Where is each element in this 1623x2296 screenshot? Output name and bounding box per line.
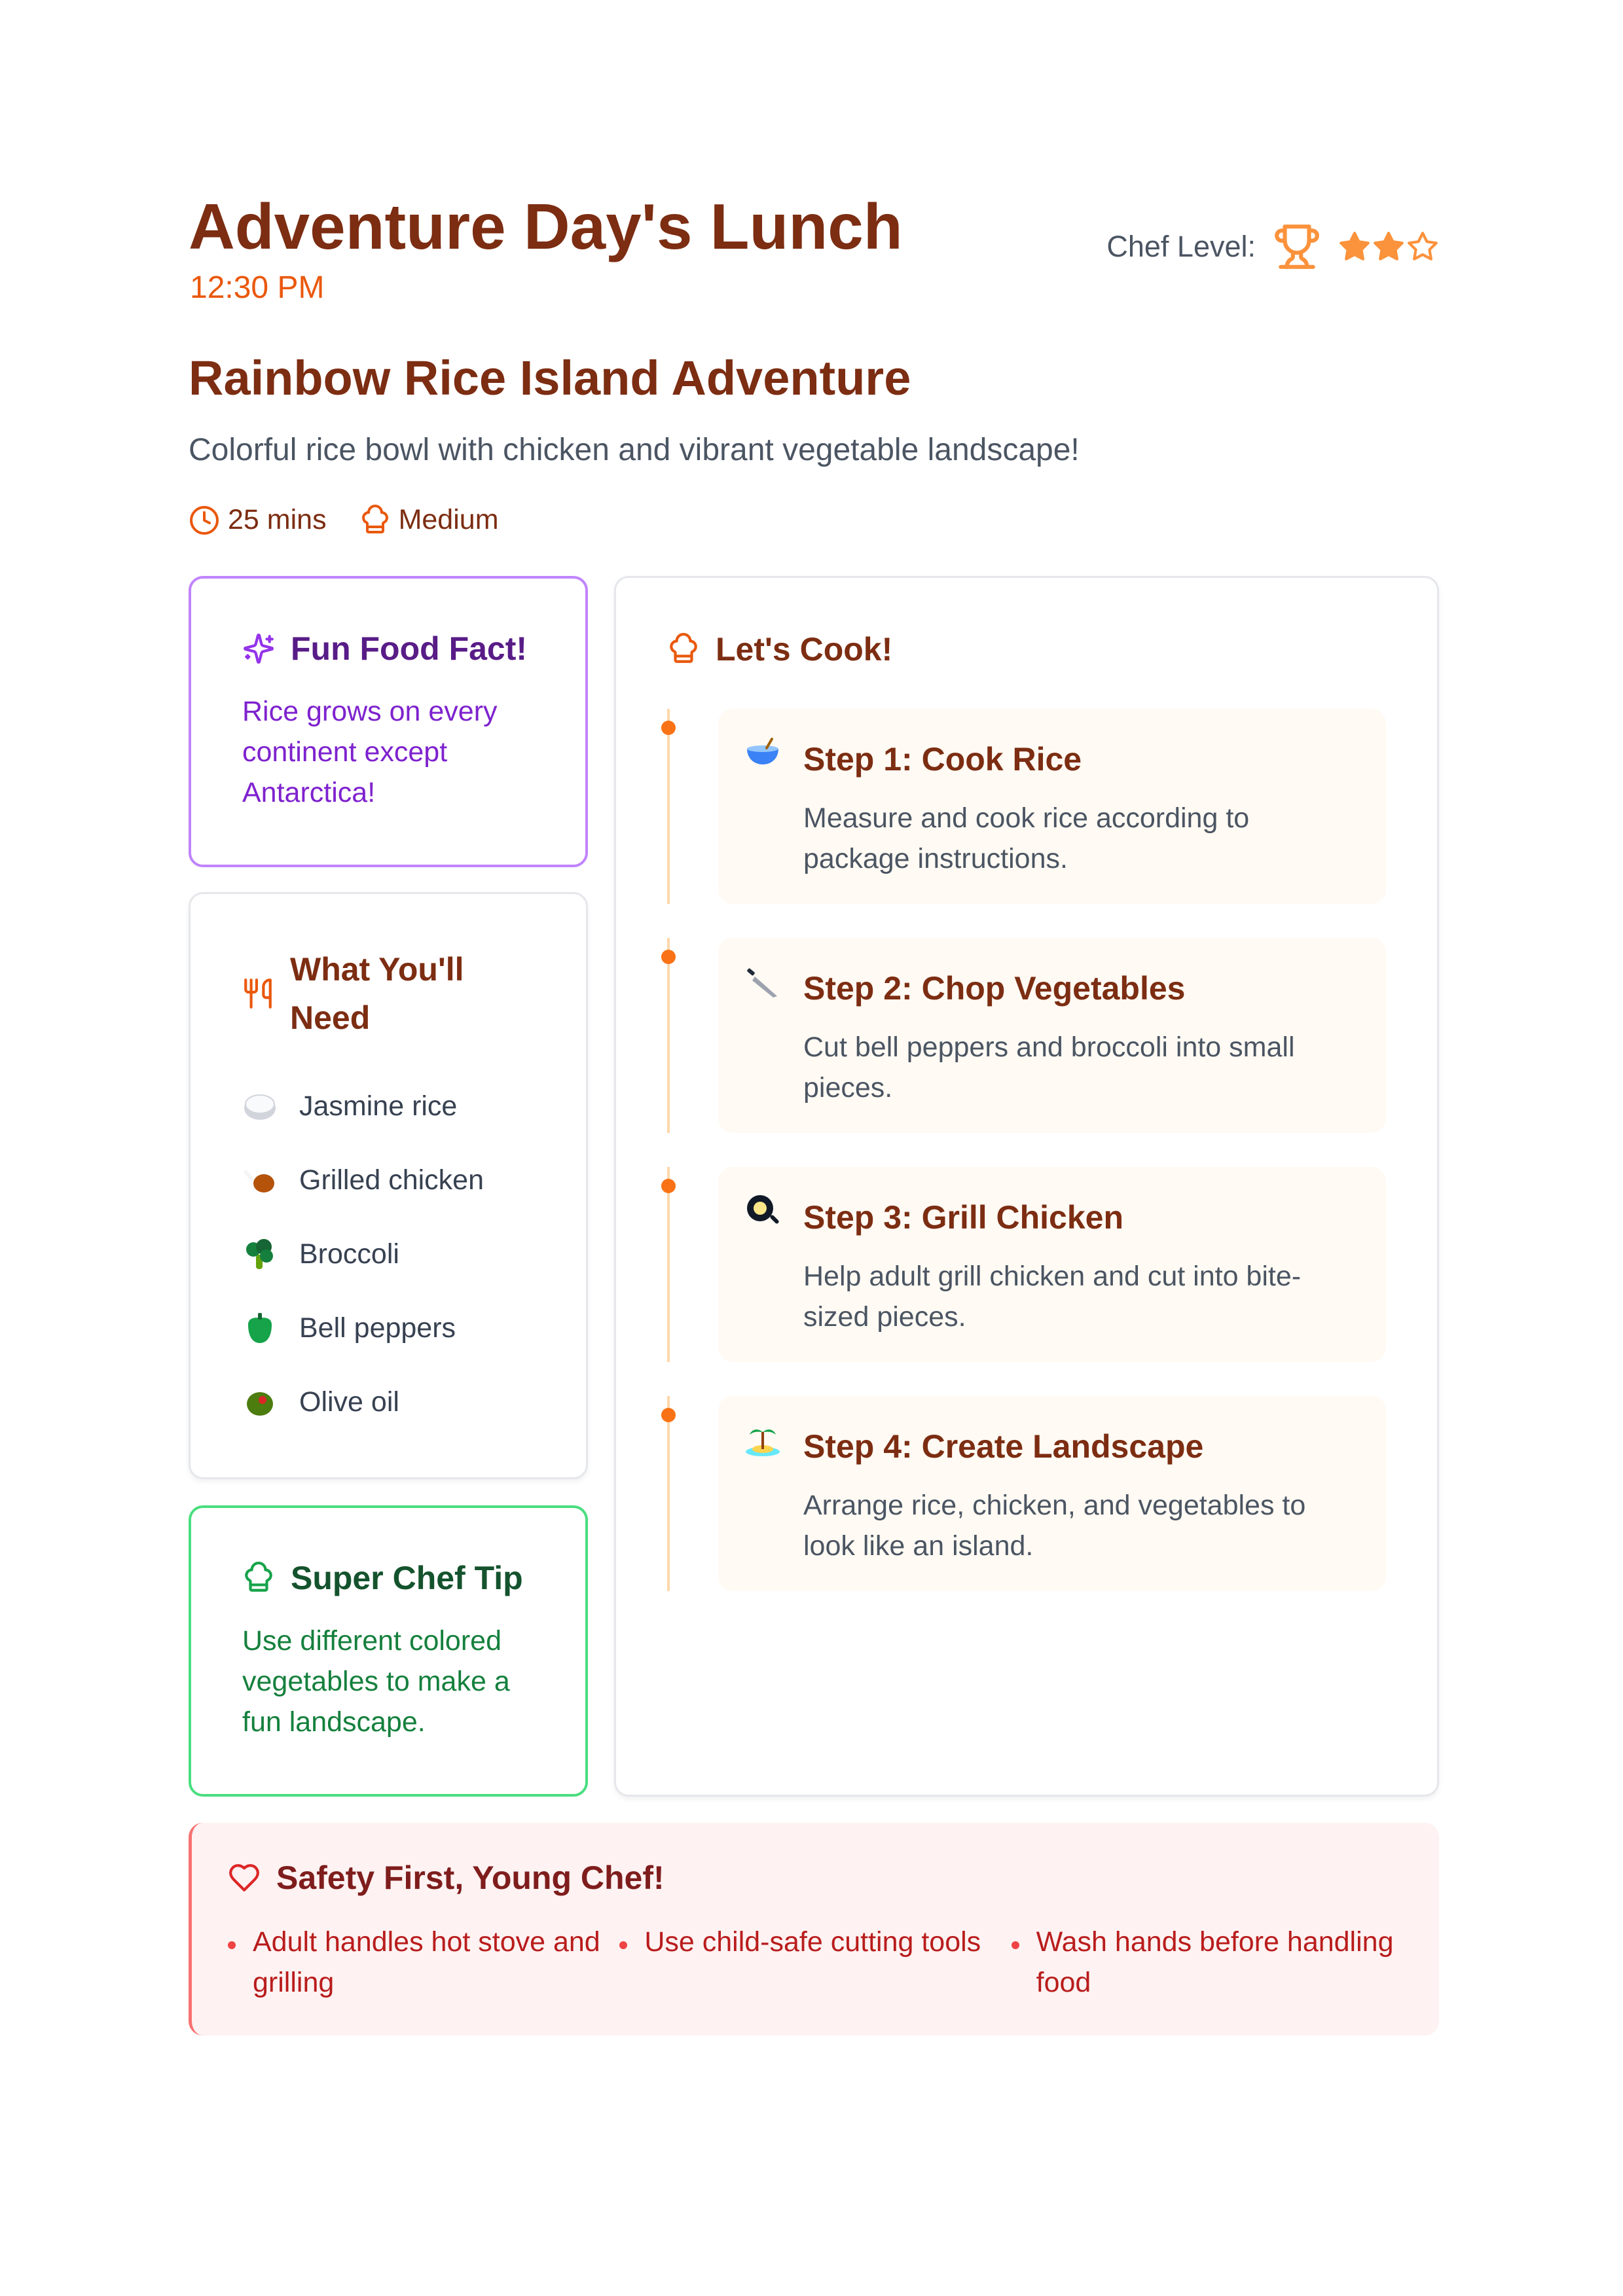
heart-icon (228, 1861, 261, 1894)
safety-header (228, 1859, 1403, 1897)
chef-tip-heading: Super Chef Tip (291, 1560, 523, 1596)
island-icon (744, 1422, 781, 1458)
step-item (667, 709, 1386, 904)
fun-fact-text: Rice grows on every continent except Antarctica! (242, 696, 498, 808)
page-title: Adventure Day's Lunch (189, 190, 903, 262)
step-item (667, 1167, 1386, 1362)
timeline-line (667, 709, 670, 904)
clock-icon (189, 505, 220, 536)
chicken-leg-icon (242, 1162, 278, 1199)
fun-fact-heading: Fun Food Fact! (291, 630, 528, 667)
difficulty (359, 504, 499, 536)
difficulty-value: Medium (398, 504, 499, 535)
list-item: Broccoli (242, 1217, 535, 1291)
step-text: Cut bell peppers and broccoli into small pieces. (803, 1031, 1295, 1103)
bullet (619, 1941, 627, 1949)
utensils-icon (242, 977, 274, 1010)
ingredients-heading: What You'll Need (290, 951, 464, 1036)
chef-hat-icon (667, 633, 700, 666)
ingredients-card (189, 892, 588, 1479)
bullet (1012, 1941, 1019, 1949)
list-item: Wash hands before handling food (1012, 1922, 1403, 2003)
recipe-title: Rainbow Rice Island Adventure (189, 351, 911, 405)
timeline-dot (661, 721, 676, 735)
list-item: Bell peppers (242, 1291, 535, 1365)
star-filled-icon (1338, 230, 1371, 263)
olive-icon (242, 1384, 278, 1421)
chef-hat-icon (242, 1562, 275, 1594)
star-filled-icon (1372, 230, 1405, 263)
step-box (718, 1167, 1386, 1362)
chef-tip-card (189, 1505, 588, 1797)
list-item: Adult handles hot stove and grilling (228, 1922, 619, 2003)
step-text: Arrange rice, chicken, and vegetables to look like an island. (803, 1490, 1306, 1562)
chef-tip-header (242, 1559, 534, 1597)
step-title: Step 3: Grill Chicken (803, 1199, 1124, 1236)
step-header (744, 969, 1360, 1007)
step-title: Step 2: Chop Vegetables (803, 970, 1186, 1007)
safety-list (228, 1922, 1403, 2003)
chef-level-label: Chef Level: (1106, 230, 1256, 263)
list-item: Jasmine rice (242, 1069, 535, 1143)
steps-heading: Let's Cook! (716, 631, 893, 668)
timeline-line (667, 938, 670, 1133)
step-box (718, 1396, 1386, 1591)
step-box (718, 709, 1386, 904)
fun-fact-card (189, 576, 588, 867)
recipe-description: Colorful rice bowl with chicken and vibrant vegetable landscape! (189, 433, 1080, 467)
step-text: Measure and cook rice according to package instructions. (803, 802, 1250, 874)
step-title: Step 4: Create Landscape (803, 1428, 1204, 1465)
trophy-icon (1273, 223, 1321, 271)
timeline-line (667, 1396, 670, 1591)
rice-bowl-icon (242, 1088, 278, 1125)
recipe-meta (189, 504, 499, 536)
step-text: Help adult grill chicken and cut into bite-sized pieces. (803, 1261, 1302, 1333)
star-rating (1338, 230, 1439, 263)
ingredient-list (242, 1069, 535, 1439)
steps-card (614, 576, 1439, 1797)
bowl-icon (744, 734, 781, 771)
timeline-dot (661, 1179, 676, 1193)
list-item: Use child-safe cutting tools (619, 1922, 1011, 2003)
chef-tip-text: Use different colored vegetables to make a fun landscape. (242, 1625, 510, 1738)
bullet (228, 1941, 236, 1949)
chef-hat-icon (359, 505, 391, 536)
duration (189, 504, 327, 536)
list-item: Olive oil (242, 1365, 535, 1439)
steps-header (667, 630, 1386, 668)
step-item (667, 938, 1386, 1133)
step-box (718, 938, 1386, 1133)
frying-pan-icon (744, 1193, 781, 1229)
bell-pepper-icon (242, 1310, 278, 1347)
list-item: Grilled chicken (242, 1143, 535, 1217)
broccoli-icon (242, 1236, 278, 1273)
safety-card (189, 1823, 1439, 2036)
meal-time: 12:30 PM (190, 270, 325, 305)
fun-fact-header (242, 630, 534, 668)
knife-icon (744, 963, 781, 1000)
safety-heading: Safety First, Young Chef! (276, 1859, 665, 1896)
step-header (744, 1427, 1360, 1465)
timeline-line (667, 1167, 670, 1362)
step-header (744, 1198, 1360, 1236)
duration-value: 25 mins (228, 504, 327, 535)
sparkles-icon (242, 632, 275, 665)
star-empty-icon (1406, 230, 1439, 263)
step-title: Step 1: Cook Rice (803, 741, 1082, 778)
chef-level (1106, 223, 1439, 271)
ingredients-header (242, 945, 535, 1042)
timeline-dot (661, 950, 676, 964)
step-item (667, 1396, 1386, 1591)
timeline-dot (661, 1408, 676, 1422)
step-header (744, 740, 1360, 778)
